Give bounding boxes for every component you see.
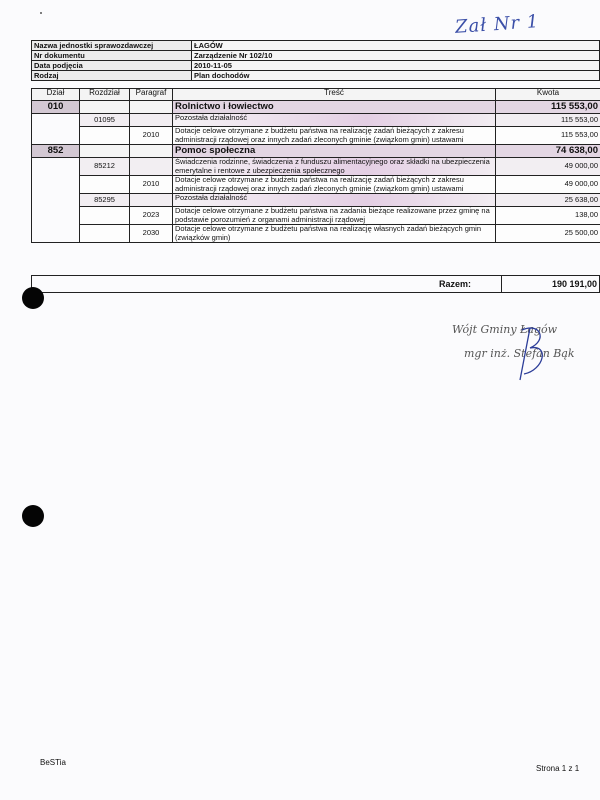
empty-cell <box>130 101 173 114</box>
paragraf-cell <box>130 158 173 176</box>
signature-name: mgr inż. Stefan Bąk <box>464 347 575 360</box>
total-label: Razem: <box>32 276 502 293</box>
paragraf-cell: 2010 <box>130 127 173 145</box>
tresc-cell: Świadczenia rodzinne, świadczenia z funduszu alimentacyjnego oraz składki na ubezpieczenia emerytalne i rentowe z ubezpieczenia społecznego <box>173 158 496 176</box>
tresc-cell: Dotacje celowe otrzymane z budżetu państwa na realizację zadań bieżących z zakresu administracji rządowej oraz innych zadań zleconych gminie (związkom gmin) ustawami <box>173 176 496 194</box>
empty-cell <box>32 114 80 145</box>
rozdzial-cell: 85212 <box>80 158 130 176</box>
kwota-cell: 49 000,00 <box>496 158 600 176</box>
meta-row <box>32 41 600 51</box>
meta-value: 2010-11-05 <box>192 61 600 71</box>
section-amount: 74 638,00 <box>496 145 600 158</box>
paragraf-cell: 2010 <box>130 176 173 194</box>
meta-label: Nr dokumentu <box>32 51 192 61</box>
kwota-cell: 138,00 <box>496 207 600 225</box>
tresc-cell: Dotacje celowe otrzymane z budżetu państwa na realizację zadań bieżących z zakresu administracji rządowej oraz innych zadań zleconych gminie (związkom gmin) ustawami <box>173 127 496 145</box>
meta-value: Zarządzenie Nr 102/10 <box>192 51 600 61</box>
rozdzial-cell <box>80 127 130 145</box>
section-dzial: 852 <box>32 145 80 158</box>
kwota-cell: 115 553,00 <box>496 127 600 145</box>
meta-row <box>32 71 600 81</box>
table-row <box>32 176 600 194</box>
table-row <box>32 114 600 127</box>
table-row <box>32 127 600 145</box>
empty-cell <box>32 158 80 243</box>
section-dzial: 010 <box>32 101 80 114</box>
section-name: Pomoc społeczna <box>173 145 496 158</box>
paragraf-cell <box>130 114 173 127</box>
column-header-rozdzial: Rozdział <box>80 89 130 101</box>
income-plan-table <box>31 88 600 243</box>
signature-title: Wójt Gminy Łagów <box>452 323 558 336</box>
scan-speck <box>40 12 42 14</box>
rozdzial-cell <box>80 176 130 194</box>
kwota-cell: 49 000,00 <box>496 176 600 194</box>
tresc-cell: Dotacje celowe otrzymane z budżetu państwa na zadania bieżące realizowane przez gminę na podstawie porozumień z organami administracji rządowej <box>173 207 496 225</box>
kwota-cell: 25 500,00 <box>496 225 600 243</box>
footer-software: BeSTia <box>40 758 66 767</box>
meta-label: Rodzaj <box>32 71 192 81</box>
punch-hole <box>22 287 44 309</box>
rozdzial-cell <box>80 225 130 243</box>
table-row <box>32 194 600 207</box>
paragraf-cell: 2023 <box>130 207 173 225</box>
rozdzial-cell: 85295 <box>80 194 130 207</box>
meta-row <box>32 61 600 71</box>
section-row <box>32 101 600 114</box>
section-name: Rolnictwo i łowiectwo <box>173 101 496 114</box>
kwota-cell: 25 638,00 <box>496 194 600 207</box>
tresc-cell: Dotacje celowe otrzymane z budżetu państwa na realizację własnych zadań bieżących gmin (związków gmin) <box>173 225 496 243</box>
column-header-dzial: Dział <box>32 89 80 101</box>
meta-label: Data podjęcia <box>32 61 192 71</box>
meta-value: Plan dochodów <box>192 71 600 81</box>
tresc-cell: Pozostała działalność <box>173 194 496 207</box>
rozdzial-cell <box>80 207 130 225</box>
total-value: 190 191,00 <box>502 276 600 293</box>
handwritten-signature-mark <box>500 322 560 382</box>
table-header-row <box>32 89 600 101</box>
punch-hole <box>22 505 44 527</box>
handwritten-attachment-note: Zał Nr 1 <box>454 11 540 38</box>
column-header-tresc: Treść <box>173 89 496 101</box>
table-row <box>32 158 600 176</box>
table-row <box>32 207 600 225</box>
column-header-kwota: Kwota <box>496 89 600 101</box>
empty-cell <box>130 145 173 158</box>
section-amount: 115 553,00 <box>496 101 600 114</box>
rozdzial-cell: 01095 <box>80 114 130 127</box>
meta-value: ŁAGÓW <box>192 41 600 51</box>
kwota-cell: 115 553,00 <box>496 114 600 127</box>
footer-page-number: Strona 1 z 1 <box>536 764 580 773</box>
document-metadata <box>31 40 600 81</box>
table-row <box>32 225 600 243</box>
total-row <box>31 275 600 293</box>
tresc-cell: Pozostała działalność <box>173 114 496 127</box>
section-row <box>32 145 600 158</box>
paragraf-cell: 2030 <box>130 225 173 243</box>
meta-row <box>32 51 600 61</box>
paragraf-cell <box>130 194 173 207</box>
meta-label: Nazwa jednostki sprawozdawczej <box>32 41 192 51</box>
empty-cell <box>80 101 130 114</box>
column-header-paragraf: Paragraf <box>130 89 173 101</box>
empty-cell <box>80 145 130 158</box>
